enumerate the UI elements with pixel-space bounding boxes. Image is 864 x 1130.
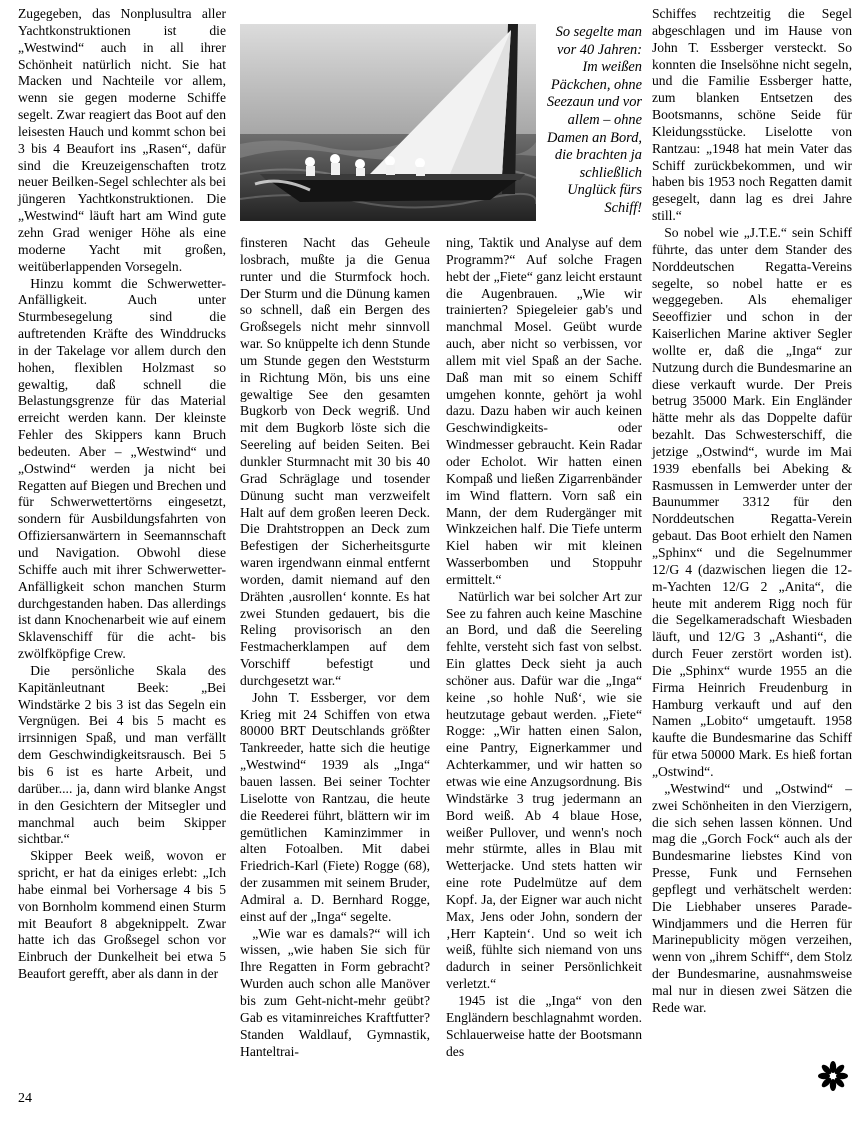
paragraph: Skipper Beek weiß, wovon er spricht, er hat da einiges erlebt: „Ich habe einmal bei Vorhersage 4 bis 5 von Bornholm kommend einen Sturm mit Beaufort 8 abgeknippelt. Zwar hatte ich das Großsegel schon vor Einbruch der Dunkelheit bei etwa 5 Beaufort gerefft, aber als dann in der [18, 848, 226, 982]
paragraph: Zugegeben, das Nonplusultra aller Yachtkonstruktionen ist die „Westwind“ auch in all ihrer Schönheit natürlich nicht. Sie hat Macken und Nachteile vor allem, wenn sie gegen moderne Schiffe segelt. Zwar reagiert das Boot auf den leisesten Hauch und kommt schon bei 3 bis 4 Beaufort ins „Rasen“, dafür sind die Kreuzeigenschaften trotz neuer Beilken-Segel schlechter als bei jüngeren Yachtkonstruktionen. Die „Westwind“ läuft hart am Wind gute zehn Grad weniger Höhe als eine moderne Yacht mit großen, weitüberlappenden Vorsegeln. [18, 6, 226, 274]
sailing-yacht-photo-icon [240, 24, 536, 221]
paragraph: ning, Taktik und Analyse auf dem Programm?“ Auf solche Fragen hebt der „Fiete“ ganz leicht erstaunt die Augenbrauen. „Wie wir trainierten? Spiegeleier gab's und manchmal Mosel. Geübt wurde auch, aber nicht so verbissen, vor allem mit viel Spaß an der Sache. Daß man mit so einem Schiff umgehen konnte, gehört ja wohl dazu. Dazu haben wir auch keinen Geschwindigkeits- oder Windmesser gebraucht. Kein Radar oder Echolot. Wir hatten einen Kompaß und ließen Zigarrenbänder im Wind flattern. Vorn saß ein Mann, der dem Rudergänger mit Winkzeichen half. Die Tiefe unterm Kiel haben wir mit kleinen Wasserbomben und Stoppuhr ermittelt.“ [446, 235, 642, 587]
text-column-1 [18, 6, 226, 983]
text-column-4 [652, 6, 852, 1017]
end-mark-icon [818, 1061, 848, 1091]
photo-caption: So segelte man vor 40 Jahren: Im weißen Päckchen, ohne Seezaun und vor allem – ohne Damen an Bord, die brachten ja schließlich Unglück fürs Schiff! [546, 24, 642, 216]
sailing-yacht-photo [240, 24, 536, 221]
paragraph: Schiffes rechtzeitig die Segel abgeschlagen und im Hause von John T. Essberger versteckt. So konnten die Inselsöhne nicht segeln, und die Familie Essberger hatte, zum blanken Entsetzen des Bootsmanns, schöne Seide für Kleidungsstücke. Liselotte von Rantzau: „1948 hat mein Vater das Schiff zurückbekommen, und wir haben bis 1953 noch Regatten damit gesegelt, dann lag es drei Jahre still.“ [652, 6, 852, 224]
text-column-2 [240, 235, 430, 1060]
paragraph: Natürlich war bei solcher Art zur See zu fahren auch keine Maschine an Bord, und daß die Seereling fehlte, versteht sich fast von selbst. Ein glattes Deck sieht ja auch schöner aus. Dafür war die „Inga“ keine ‚so hohle Nuß‘, wie sie heutzutage gebaut werden. „Fiete“ Rogge: „Wir hatten einen Salon, eine Pantry, Eignerkammer und Achterkammer, und wir hatten so etwas wie eine Anzugsordnung. Bis Windstärke 3 trug jedermann an Bord weiß. Ab 4 blaue Hose, weißer Pullover, und wenn's noch mehr stürmte, alles in Blau mit Wetterjacke. Und stets hatten wir eine rote Pudelmütze auf dem Kopf. Ja, der Eigner war auch nicht Max, Jens oder John, sondern der ‚Herr Kaptein‘. Und so weit ich weiß, fühlte sich niemand von uns dadurch in seiner Persönlichkeit verletzt.“ [446, 588, 642, 992]
paragraph: Hinzu kommt die Schwerwetter-Anfälligkeit. Auch unter Sturmbesegelung sind die auftretenden Kräfte des Winddrucks in der Takelage vor allem durch den hohen, flexiblen Holzmast so gewaltig, daß schnell die Belastungsgrenze für das Material erreicht werden kann. Der kleinste Fehler des Skippers kann Bruch bedeuten. Aber – „Westwind“ und „Ostwind“ werden ja nicht bei Regatten auf Biegen und Brechen und für Schwerwettertörns eingesetzt, sondern für Ausbildungsfahrten von Offiziersanwärtern in Seemannschaft und Navigation. Obwohl diese Schiffe auch mit ihrer Schwerwetter-Anfälligkeit schon manchen Sturm durchgestanden haben. Das allerdings ist dann Knochenarbeit wie auf einem Sklavenschiff für die acht- bis zwölfköpfige Crew. [18, 275, 226, 662]
paragraph: John T. Essberger, vor dem Krieg mit 24 Schiffen von etwa 80000 BRT Deutschlands größter Tankreeder, hatte sich die heutige „Westwind“ 1939 als „Inga“ bauen lassen. Bei seiner Tochter Liselotte von Rantzau, die heute die Reederei führt, blättern wir im gemütlichen Kaminzimmer in alten Fotoalben. Mit dabei Friedrich-Karl (Fiete) Rogge (68), der zusammen mit seinem Bruder, Admiral a. D. Bernhard Rogge, einst auf der „Inga“ segelte. [240, 689, 430, 924]
paragraph: So nobel wie „J.T.E.“ sein Schiff führte, das unter dem Stander des Norddeutschen Regatta-Vereins segelte, so nobel hatte er es weggegeben. Als ehemaliger Seeoffizier und schon in der Kaiserlichen Marine aktiver Segler wollte er, daß die „Inga“ zur Nutzung durch die Bundesmarine an diese verkauft wurde. Der Preis betrug 35000 Mark. Ein Engländer hätte mehr als das Doppelte dafür bezahlt. Das Schwesterschiff, die jetzige „Ostwind“, wurde im Mai 1939 ebenfalls bei Abeking & Rasmussen in Lemwerder unter der Baunummer 3312 für den Norddeutschen Regatta-Verein gebaut. Das Boot erhielt den Namen „Sphinx“ und die Segelnummer 12/G 4 (dazwischen liegen die 12-m-Yachten 12/G 2 „Anita“, die heute mit anderem Rigg noch für die Segelkameradschaft Wiesbaden läuft, und 12/G 3 „Ashanti“, die durch Feuer zerstört worden ist). Die „Sphinx“ wurde 1955 an die Firma Heinrich Freudenburg in Hamburg verkauft und auf den Namen „Lobito“ umgetauft. 1958 kaufte die Bundesmarine das Schiff für etwa 50000 Mark. Es hieß fortan „Ostwind“. [652, 224, 852, 779]
paragraph: finsteren Nacht das Geheule losbrach, mußte ja die Genua runter und die Sturmfock hoch. Der Sturm und die Dünung kamen so schnell, daß ein Bergen des Großsegels nicht mehr sinnvoll war. So knüppelte ich denn Stunde um Stunde gegen den Weststurm in Richtung Mön, bis uns eine gewaltige See den gesamten Bugkorb von Deck wegriß. Und mit dem Bugkorb löste sich die Seereling auf beiden Seiten. Bei dunkler Sturmnacht mit 30 bis 40 Grad Schräglage und tosender Dünung sucht man verzweifelt Halt auf dem großen leeren Deck. Die Drahtstroppen an Deck zum Befestigen der Sicherheitsgurte waren irgendwann einmal entfernt worden, damit niemand auf den Drähten ‚ausrollen‘ konnte. Es hat zwei Stunden gedauert, bis die Reling provisorisch an den Festmacherklampen auf dem Vorschiff befestigt und durchgesetzt war.“ [240, 235, 430, 688]
paragraph: 1945 ist die „Inga“ von den Engländern beschlagnahmt worden. Schlauerweise hatte der Bootsmann des [446, 992, 642, 1059]
paragraph: „Westwind“ und „Ostwind“ – zwei Schönheiten in den Vierzigern, die sich sehen lassen können. Und mag die „Gorch Fock“ auch als der Bundesmarine liebstes Kind von Presse, Funk und Fernsehen gepflegt und verhätschelt werden: Die Liebhaber unseres Parade-Windjammers und die Herren für Marinepublicity mögen verzeihen, wenn von „ihrem Schiff“, dem Stolz der Bundesmarine, ausnahmsweise mal nur in diesen zwei Sätzen die Rede war. [652, 780, 852, 1015]
text-column-3 [446, 235, 642, 1060]
page-number: 24 [18, 1091, 32, 1106]
paragraph: „Wie war es damals?“ will ich wissen, „wie haben Sie sich für Ihre Regatten in Form gebracht? Wurden auch schon alle Manöver bis zum Geht-nicht-mehr geübt? Gab es vitaminreiches Kraftfutter? Standen Waldlauf, Gymnastik, Hanteltrai- [240, 925, 430, 1059]
paragraph: Die persönliche Skala des Kapitänleutnant Beek: „Bei Windstärke 2 bis 3 ist das Segeln ein Vergnügen. Bei 4 bis 5 macht es irrsinnigen Spaß, und man verfällt dem Geschwindigkeitsrausch. Bei 5 bis 6 ist es harte Arbeit, und darüber.... ja, dann wird blanke Angst in den Gesichtern der Mitsegler und manchmal auch beim Skipper sichtbar.“ [18, 662, 226, 847]
